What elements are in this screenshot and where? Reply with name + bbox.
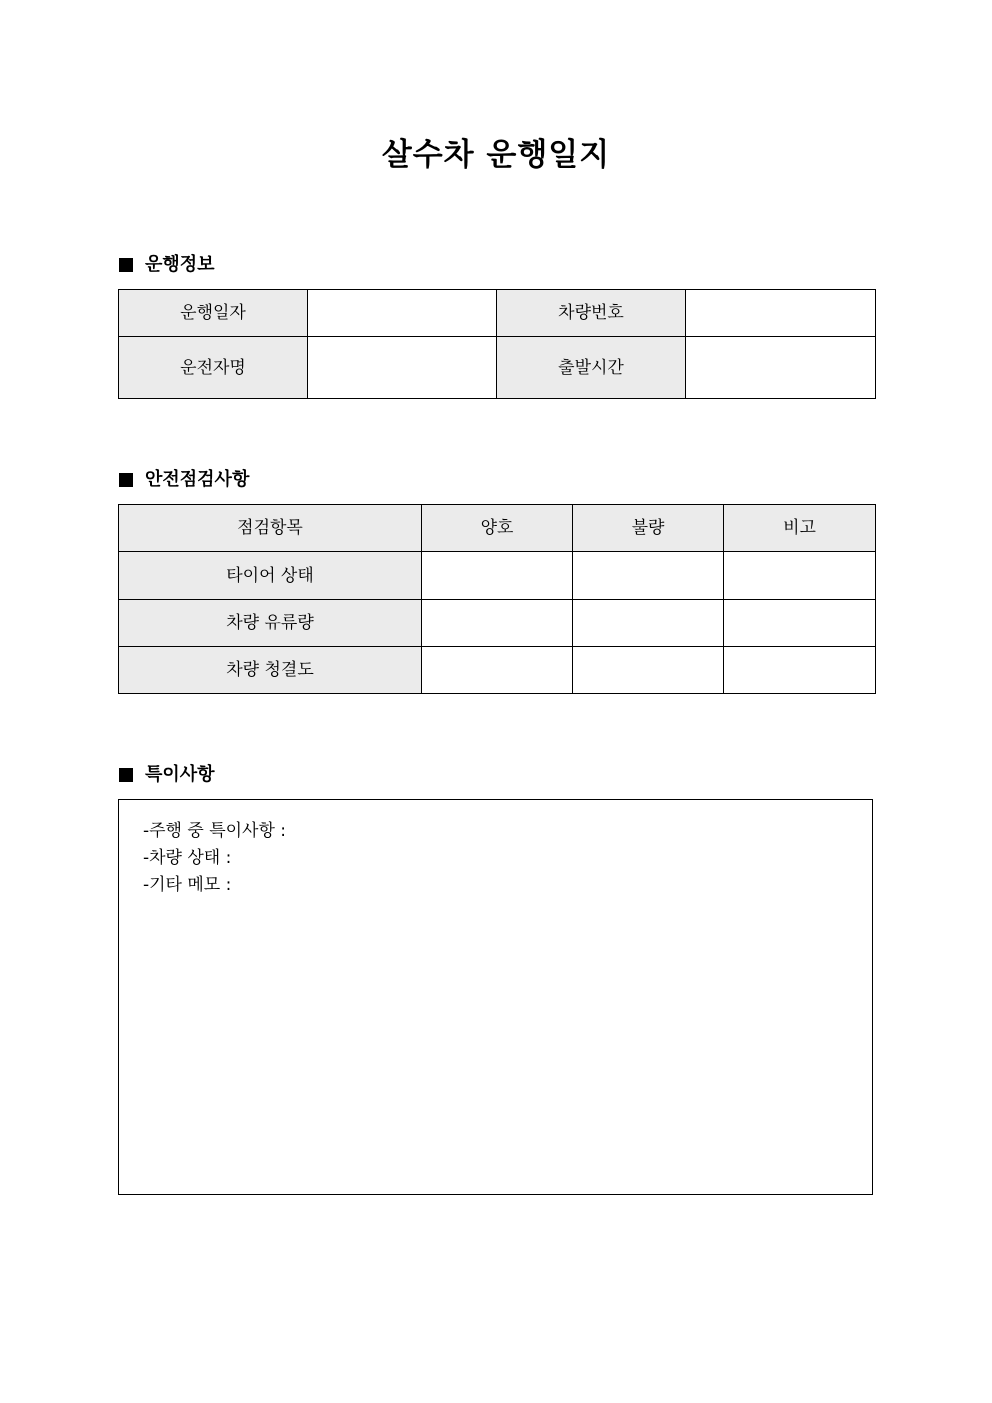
- table-row: [119, 337, 876, 399]
- column-header-item: 점검항목: [119, 505, 422, 552]
- note-cell[interactable]: [724, 552, 876, 600]
- column-header-good: 양호: [422, 505, 573, 552]
- check-item-label: 차량 청결도: [119, 647, 422, 694]
- good-cell[interactable]: [422, 647, 573, 694]
- bad-cell[interactable]: [573, 647, 724, 694]
- section-heading-remarks: [119, 762, 215, 788]
- good-cell[interactable]: [422, 552, 573, 600]
- bad-cell[interactable]: [573, 552, 724, 600]
- table-header-row: [119, 505, 876, 552]
- table-row: [119, 600, 876, 647]
- label-vehicle-number: 차량번호: [497, 290, 686, 337]
- column-header-note: 비고: [724, 505, 876, 552]
- label-operation-date: 운행일자: [119, 290, 308, 337]
- remarks-box[interactable]: [118, 799, 873, 1195]
- section-heading-label: 특이사항: [145, 764, 215, 785]
- section-heading-safety: [119, 467, 249, 493]
- check-item-label: 타이어 상태: [119, 552, 422, 600]
- black-square-icon: [119, 258, 133, 272]
- bad-cell[interactable]: [573, 600, 724, 647]
- remarks-line-driving: -주행 중 특이사항 :: [143, 821, 287, 841]
- departure-time-field[interactable]: [686, 337, 876, 399]
- label-departure-time: 출발시간: [497, 337, 686, 399]
- table-row: [119, 290, 876, 337]
- operation-date-field[interactable]: [308, 290, 497, 337]
- safety-check-table: [118, 504, 876, 694]
- vehicle-number-field[interactable]: [686, 290, 876, 337]
- label-driver-name: 운전자명: [119, 337, 308, 399]
- driver-name-field[interactable]: [308, 337, 497, 399]
- page-title: 살수차 운행일지: [381, 137, 611, 173]
- note-cell[interactable]: [724, 600, 876, 647]
- table-row: [119, 552, 876, 600]
- section-heading-label: 운행정보: [145, 254, 215, 275]
- note-cell[interactable]: [724, 647, 876, 694]
- black-square-icon: [119, 768, 133, 782]
- good-cell[interactable]: [422, 600, 573, 647]
- column-header-bad: 불량: [573, 505, 724, 552]
- section-heading-operation: [119, 252, 215, 278]
- table-row: [119, 647, 876, 694]
- operation-info-table: [118, 289, 876, 399]
- black-square-icon: [119, 473, 133, 487]
- section-heading-label: 안전점검사항: [145, 469, 250, 490]
- remarks-line-vehicle: -차량 상태 :: [143, 848, 232, 868]
- check-item-label: 차량 유류량: [119, 600, 422, 647]
- remarks-line-memo: -기타 메모 :: [143, 875, 232, 895]
